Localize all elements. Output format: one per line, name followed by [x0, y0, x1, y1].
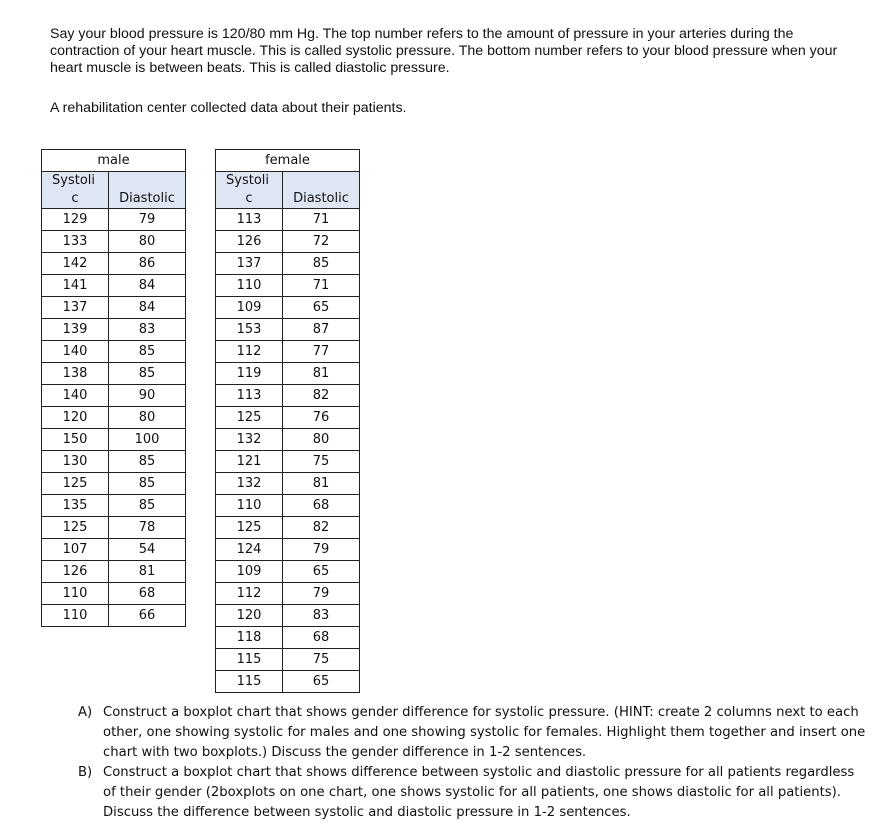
table-row [216, 231, 360, 253]
systolic-cell: 132 [216, 473, 283, 495]
diastolic-cell: 71 [283, 209, 360, 231]
systolic-cell: 140 [42, 385, 109, 407]
systolic-cell: 153 [216, 319, 283, 341]
diastolic-cell: 82 [283, 517, 360, 539]
table-row [42, 231, 186, 253]
systolic-cell: 113 [216, 209, 283, 231]
diastolic-cell: 100 [109, 429, 186, 451]
systolic-cell: 110 [216, 495, 283, 517]
systolic-cell: 125 [42, 517, 109, 539]
task-text: Construct a boxplot chart that shows difference between systolic and diastolic pressure for all patients regardless of their gender (2boxplots on one chart, one shows systolic for all patients, one shows diastolic for all patients). Discuss the difference between systolic and diastolic pressure in 1-2 sentences. [103, 765, 855, 820]
task-b [78, 763, 868, 823]
diastolic-cell: 85 [109, 473, 186, 495]
diastolic-cell: 80 [283, 429, 360, 451]
systolic-cell: 125 [42, 473, 109, 495]
systolic-cell: 138 [42, 363, 109, 385]
table-row [216, 319, 360, 341]
systolic-cell: 132 [216, 429, 283, 451]
diastolic-cell: 75 [283, 451, 360, 473]
table-row [42, 385, 186, 407]
diastolic-cell: 54 [109, 539, 186, 561]
table-row [216, 385, 360, 407]
diastolic-cell: 77 [283, 341, 360, 363]
systolic-cell: 150 [42, 429, 109, 451]
table-title: male [42, 150, 186, 172]
systolic-cell: 124 [216, 539, 283, 561]
table-row [216, 627, 360, 649]
systolic-cell: 109 [216, 297, 283, 319]
systolic-cell: 120 [216, 605, 283, 627]
diastolic-cell: 85 [283, 253, 360, 275]
diastolic-cell: 78 [109, 517, 186, 539]
table-row [216, 605, 360, 627]
table-row [216, 297, 360, 319]
task-a [78, 703, 868, 763]
diastolic-cell: 68 [109, 583, 186, 605]
diastolic-cell: 65 [283, 561, 360, 583]
table-row [216, 451, 360, 473]
table-row [216, 407, 360, 429]
table-row [42, 605, 186, 627]
systolic-cell: 142 [42, 253, 109, 275]
systolic-cell: 109 [216, 561, 283, 583]
table-row [42, 473, 186, 495]
table-row [42, 363, 186, 385]
female-table [215, 149, 360, 693]
diastolic-cell: 86 [109, 253, 186, 275]
diastolic-cell: 68 [283, 495, 360, 517]
systolic-cell: 137 [216, 253, 283, 275]
systolic-cell: 110 [216, 275, 283, 297]
systolic-cell: 129 [42, 209, 109, 231]
systolic-cell: 115 [216, 649, 283, 671]
table-row [42, 407, 186, 429]
diastolic-cell: 85 [109, 341, 186, 363]
task-text: Construct a boxplot chart that shows gender difference for systolic pressure. (HINT: create 2 columns next to each other, one showing systolic for males and one showing systolic for females. Highlight them together and insert one chart with two boxplots.) Discuss the gender difference in 1-2 sentences. [103, 705, 866, 760]
diastolic-cell: 65 [283, 297, 360, 319]
diastolic-cell: 84 [109, 275, 186, 297]
systolic-cell: 119 [216, 363, 283, 385]
diastolic-cell: 79 [283, 539, 360, 561]
table-row [216, 561, 360, 583]
table-row [216, 495, 360, 517]
table-row [216, 671, 360, 693]
table-row [42, 583, 186, 605]
table-row [42, 451, 186, 473]
diastolic-cell: 75 [283, 649, 360, 671]
diastolic-cell: 80 [109, 407, 186, 429]
systolic-cell: 141 [42, 275, 109, 297]
diastolic-cell: 81 [283, 473, 360, 495]
table-row [42, 275, 186, 297]
diastolic-cell: 79 [109, 209, 186, 231]
diastolic-cell: 84 [109, 297, 186, 319]
systolic-cell: 107 [42, 539, 109, 561]
table-row [216, 275, 360, 297]
table-row [216, 209, 360, 231]
table-row [42, 495, 186, 517]
diastolic-cell: 80 [109, 231, 186, 253]
diastolic-cell: 65 [283, 671, 360, 693]
table-row [42, 319, 186, 341]
diastolic-header: Diastolic [283, 172, 360, 209]
systolic-cell: 126 [42, 561, 109, 583]
systolic-cell: 120 [42, 407, 109, 429]
table-row [42, 253, 186, 275]
systolic-cell: 113 [216, 385, 283, 407]
diastolic-cell: 90 [109, 385, 186, 407]
intro-paragraph: Say your blood pressure is 120/80 mm Hg. The top number refers to the amount of pressure in your arteries during the contraction of your heart muscle. This is called systolic pressure. The bottom number refers to your blood pressure when your heart muscle is between beats. This is called diastolic pressure. [50, 26, 838, 76]
task-marker: A) [78, 705, 93, 720]
systolic-cell: 115 [216, 671, 283, 693]
systolic-cell: 125 [216, 517, 283, 539]
diastolic-cell: 79 [283, 583, 360, 605]
systolic-cell: 137 [42, 297, 109, 319]
systolic-cell: 110 [42, 605, 109, 627]
diastolic-cell: 68 [283, 627, 360, 649]
table-row [42, 539, 186, 561]
table-row [216, 341, 360, 363]
systolic-cell: 112 [216, 341, 283, 363]
task-list [78, 703, 868, 823]
table-title: female [216, 150, 360, 172]
diastolic-cell: 81 [283, 363, 360, 385]
systolic-cell: 112 [216, 583, 283, 605]
male-table [41, 149, 186, 627]
systolic-cell: 118 [216, 627, 283, 649]
diastolic-cell: 72 [283, 231, 360, 253]
diastolic-cell: 85 [109, 451, 186, 473]
table-row [216, 473, 360, 495]
diastolic-header: Diastolic [109, 172, 186, 209]
systolic-cell: 139 [42, 319, 109, 341]
task-marker: B) [78, 765, 93, 780]
systolic-header: Systoli c [42, 172, 109, 209]
systolic-cell: 126 [216, 231, 283, 253]
systolic-cell: 133 [42, 231, 109, 253]
table-row [216, 363, 360, 385]
systolic-cell: 110 [42, 583, 109, 605]
diastolic-cell: 85 [109, 363, 186, 385]
table-row [42, 341, 186, 363]
table-row [42, 517, 186, 539]
table-row [42, 297, 186, 319]
diastolic-cell: 71 [283, 275, 360, 297]
diastolic-cell: 81 [109, 561, 186, 583]
table-row [216, 253, 360, 275]
systolic-cell: 121 [216, 451, 283, 473]
table-row [216, 649, 360, 671]
diastolic-cell: 83 [283, 605, 360, 627]
table-row [216, 539, 360, 561]
table-row [42, 209, 186, 231]
diastolic-cell: 76 [283, 407, 360, 429]
table-row [216, 583, 360, 605]
diastolic-cell: 82 [283, 385, 360, 407]
table-row [216, 429, 360, 451]
diastolic-cell: 85 [109, 495, 186, 517]
systolic-cell: 135 [42, 495, 109, 517]
table-row [216, 517, 360, 539]
table-row [42, 429, 186, 451]
table-row [42, 561, 186, 583]
diastolic-cell: 66 [109, 605, 186, 627]
diastolic-cell: 87 [283, 319, 360, 341]
diastolic-cell: 83 [109, 319, 186, 341]
systolic-cell: 125 [216, 407, 283, 429]
systolic-cell: 140 [42, 341, 109, 363]
systolic-header: Systoli c [216, 172, 283, 209]
data-source-note: A rehabilitation center collected data about their patients. [50, 100, 407, 116]
systolic-cell: 130 [42, 451, 109, 473]
